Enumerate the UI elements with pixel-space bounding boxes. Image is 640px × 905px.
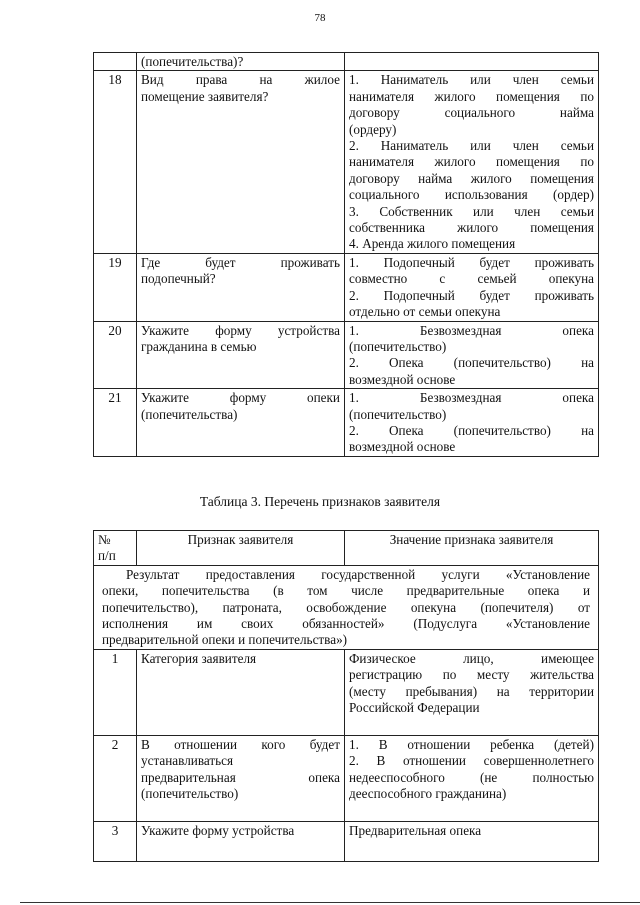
row-number: 1 bbox=[94, 649, 137, 735]
attr-cell-line: устанавливаться bbox=[141, 753, 234, 769]
header-num-line: п/п bbox=[98, 548, 116, 564]
answer-cell-line: договору социального найма bbox=[349, 105, 594, 121]
attr-cell-line: Категория заявителя bbox=[141, 650, 257, 666]
question-cell-line: Укажите форму опеки bbox=[141, 390, 340, 406]
page-number: 78 bbox=[314, 12, 326, 24]
answer-cell-line: 2. Наниматель или член семьи bbox=[349, 138, 594, 154]
answer-cell-line: социального использования (ордер) bbox=[349, 187, 594, 203]
question-cell-line: гражданина в семью bbox=[141, 338, 257, 354]
table-row bbox=[94, 389, 599, 457]
question-cell-line: (попечительства)? bbox=[141, 54, 244, 69]
answer-cell bbox=[345, 253, 599, 321]
question-cell-line: подопечный? bbox=[141, 271, 216, 287]
answer-cell bbox=[345, 71, 599, 253]
value-cell-line: недееспособного (не полностью bbox=[349, 769, 594, 785]
attr-cell-line: предварительная опека bbox=[141, 769, 340, 785]
value-cell bbox=[345, 735, 599, 821]
table-header-row bbox=[94, 531, 599, 566]
answer-cell-line: 2. Подопечный будет проживать bbox=[349, 287, 594, 303]
value-cell-line: 2. В отношении совершеннолетнего bbox=[349, 753, 594, 769]
applicant-attributes-table bbox=[93, 530, 599, 862]
row-number: 18 bbox=[94, 71, 137, 253]
header-attr-cell: Признак заявителя bbox=[137, 531, 345, 566]
answer-cell-line: 4. Аренда жилого помещения bbox=[349, 236, 516, 252]
attr-cell bbox=[137, 821, 345, 861]
section-line: Результат предоставления государственной услуги «Установление bbox=[126, 566, 590, 582]
answer-cell-line: совместно с семьей опекуна bbox=[349, 271, 594, 287]
value-cell-line: 1. В отношении ребенка (детей) bbox=[349, 736, 594, 752]
value-cell-line: Физическое лицо, имеющее bbox=[349, 650, 594, 666]
answer-cell-line: 2. Опека (попечительство) на bbox=[349, 355, 594, 371]
question-cell-line: Укажите форму устройства bbox=[141, 322, 340, 338]
answer-cell-line: отдельно от семьи опекуна bbox=[349, 304, 501, 320]
questionnaire-table bbox=[93, 52, 599, 457]
answer-cell-line: 1. Подопечный будет проживать bbox=[349, 254, 594, 270]
footer-rule bbox=[20, 902, 640, 903]
header-num-line: № bbox=[98, 532, 111, 547]
answer-cell-line: 2. Опека (попечительство) на bbox=[349, 422, 594, 438]
section-cell bbox=[94, 565, 599, 649]
row-number bbox=[94, 53, 137, 71]
answer-cell-line: 1. Безвозмездная опека bbox=[349, 390, 594, 406]
attr-cell-line: (попечительство) bbox=[141, 786, 239, 802]
row-number: 2 bbox=[94, 735, 137, 821]
table-caption: Таблица 3. Перечень признаков заявителя bbox=[199, 494, 441, 509]
answer-cell-line: (попечительство) bbox=[349, 406, 447, 422]
answer-cell bbox=[345, 389, 599, 457]
question-cell-line: (попечительства) bbox=[141, 406, 238, 422]
row-number: 19 bbox=[94, 253, 137, 321]
answer-cell-line: 1. Наниматель или член семьи bbox=[349, 72, 594, 88]
value-cell-line: Предварительная опека bbox=[349, 822, 482, 838]
question-cell-line: помещение заявителя? bbox=[141, 88, 269, 104]
question-cell bbox=[137, 71, 345, 253]
table-row bbox=[94, 821, 599, 861]
table-row bbox=[94, 735, 599, 821]
answer-cell-line: 3. Собственник или член семьи bbox=[349, 203, 594, 219]
answer-cell-line: нанимателя жилого помещения по bbox=[349, 88, 594, 104]
question-cell bbox=[137, 53, 345, 71]
answer-cell-line: (ордеру) bbox=[349, 121, 397, 137]
answer-cell-line: (попечительство) bbox=[349, 338, 447, 354]
section-row bbox=[94, 565, 599, 649]
attr-cell-line: Укажите форму устройства bbox=[141, 822, 295, 838]
section-line: опеки, попечительства (в том числе предварительные опека и bbox=[102, 583, 590, 599]
answer-cell-line: нанимателя жилого помещения по bbox=[349, 154, 594, 170]
row-number: 21 bbox=[94, 389, 137, 457]
attr-cell bbox=[137, 649, 345, 735]
attr-cell bbox=[137, 735, 345, 821]
question-cell bbox=[137, 389, 345, 457]
answer-cell-line: возмездной основе bbox=[349, 439, 456, 455]
section-line: исполнения им своих обязанностей» (Подуслуга «Установление bbox=[102, 616, 590, 632]
value-cell-line: регистрацию по месту жительства bbox=[349, 667, 594, 683]
section-line: попечительство), патроната, освобождение опекуна (попечителя) от bbox=[102, 599, 590, 615]
answer-cell-line: возмездной основе bbox=[349, 371, 456, 387]
table-row bbox=[94, 253, 599, 321]
section-line: предварительной опеки и попечительства») bbox=[102, 632, 348, 648]
attr-cell-line: В отношении кого будет bbox=[141, 736, 340, 752]
table-row bbox=[94, 53, 599, 71]
value-cell-line: (месту пребывания) на территории bbox=[349, 683, 594, 699]
answer-cell-line: собственника жилого помещения bbox=[349, 220, 594, 236]
question-cell-line: Вид права на жилое bbox=[141, 72, 340, 88]
value-cell bbox=[345, 821, 599, 861]
answer-cell-line: 1. Безвозмездная опека bbox=[349, 322, 594, 338]
row-number: 3 bbox=[94, 821, 137, 861]
question-cell bbox=[137, 253, 345, 321]
header-value-cell: Значение признака заявителя bbox=[345, 531, 599, 566]
answer-cell bbox=[345, 321, 599, 389]
header-num-cell bbox=[94, 531, 137, 566]
table-row bbox=[94, 71, 599, 253]
answer-cell-line: договору найма жилого помещения bbox=[349, 170, 594, 186]
table-row bbox=[94, 321, 599, 389]
value-cell bbox=[345, 649, 599, 735]
row-number: 20 bbox=[94, 321, 137, 389]
question-cell-line: Где будет проживать bbox=[141, 254, 340, 270]
value-cell-line: Российской Федерации bbox=[349, 700, 480, 716]
answer-cell bbox=[345, 53, 599, 71]
question-cell bbox=[137, 321, 345, 389]
table-row bbox=[94, 649, 599, 735]
value-cell-line: дееспособного гражданина) bbox=[349, 786, 507, 802]
